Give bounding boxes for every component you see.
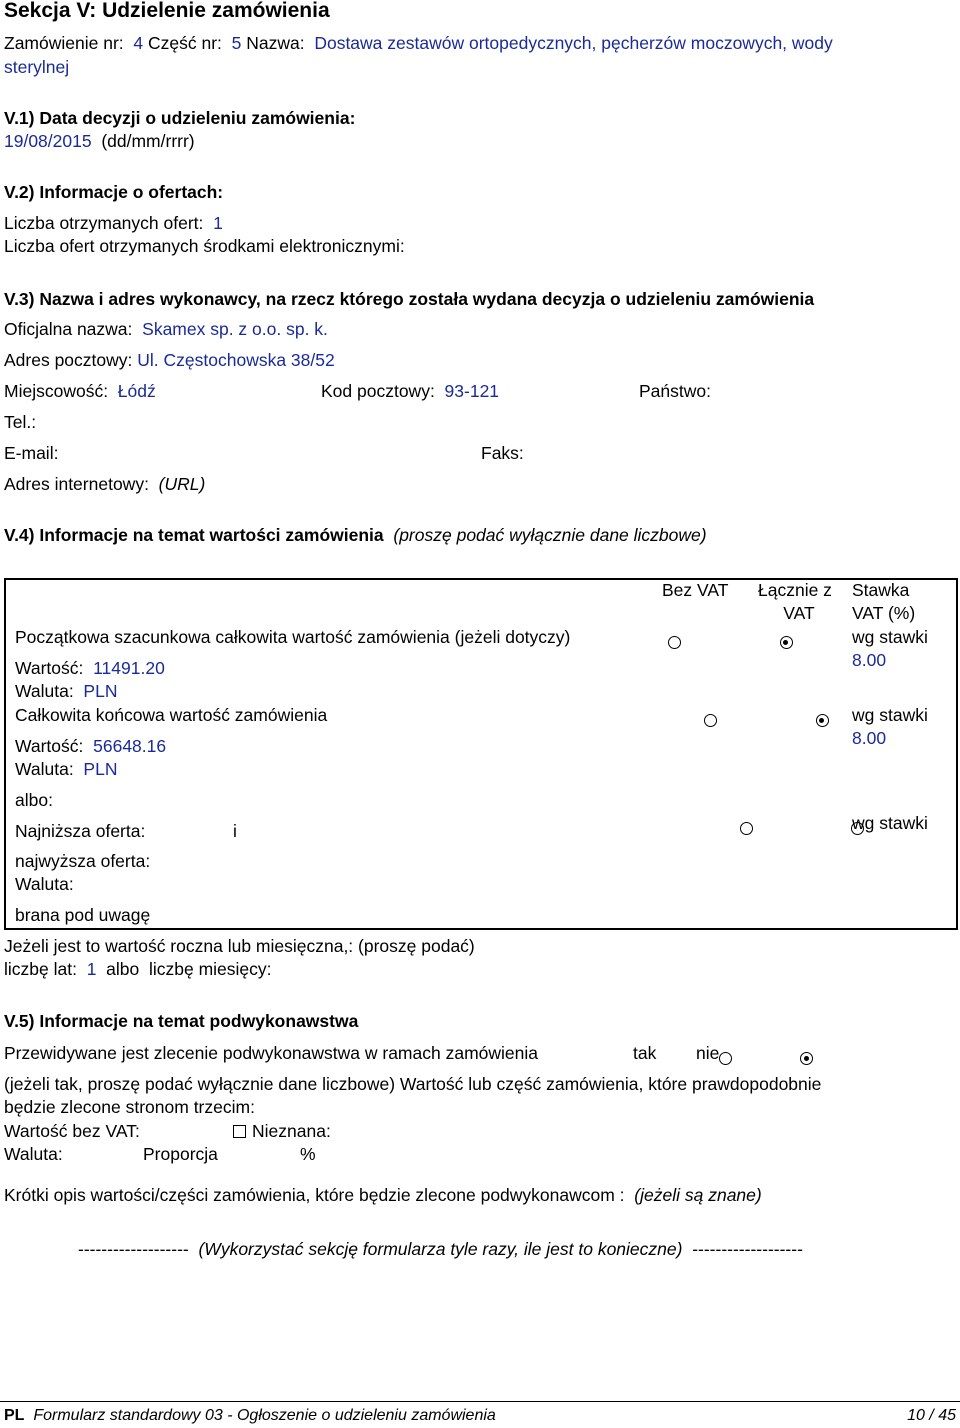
order-name: Dostawa zestawów ortopedycznych, pęcherzów moczowych, wody [314,33,833,53]
subcontract-yes-radio[interactable] [719,1052,732,1065]
row3-radio-bez-vat[interactable] [740,822,753,835]
postcode: 93-121 [444,381,500,401]
years: 1 [86,959,97,979]
city-line: Miejscowość: Łódź [4,381,156,401]
row2-radio-bez-vat[interactable] [704,714,717,727]
subcontract-desc: Krótki opis wartości/części zamówienia, które będzie zlecone podwykonawcom : (jeżeli są znane) [4,1185,762,1205]
postcode-line: Kod pocztowy: 93-121 [321,381,500,401]
row2-label: Całkowita końcowa wartość zamówienia [15,705,328,725]
row1-radio-bez-vat[interactable] [668,636,681,649]
subcontract-no-radio[interactable] [800,1052,813,1065]
address-line: Adres pocztowy: Ul. Częstochowska 38/52 [4,350,335,370]
footer-lang: PL [4,1407,25,1424]
city: Łódź [117,381,156,401]
offers-count: 1 [213,213,223,233]
v1-title: V.1) Data decyzji o udzieleniu zamówienia: [4,108,356,128]
footer-divider [0,1401,960,1402]
part-number: 5 [231,33,242,53]
decision-date: 19/08/2015 [4,131,92,151]
annual-note: Jeżeli jest to wartość roczna lub miesięczna,: (proszę podać) [4,936,475,956]
row1-currency: PLN [83,681,118,701]
proportion-label: Proporcja [143,1144,218,1164]
v2-title: V.2) Informacje o ofertach: [4,182,224,202]
offers-count-line: Liczba otrzymanych ofert: 1 [4,213,223,233]
row1-label: Początkowa szacunkowa całkowita wartość zamówienia (jeżeli dotyczy) [15,627,571,647]
footer-form: Formularz standardowy 03 - Ogłoszenie o udzieleniu zamówienia [33,1407,496,1424]
section-title: Sekcja V: Udzielenie zamówienia [4,0,330,22]
duration-line: liczbę lat: 1 albo liczbę miesięcy: [4,959,272,979]
row1-value: 11491.20 [93,658,165,678]
row2-value: 56648.16 [93,736,167,756]
v4-title: V.4) Informacje na temat wartości zamówienia [4,525,384,545]
col-bez-vat: Bez VAT [662,580,729,600]
unknown-checkbox[interactable] [233,1125,246,1138]
col-lacznie: Łącznie z [758,580,832,600]
v5-title: V.5) Informacje na temat podwykonawstwa [4,1011,359,1031]
highest-offer-label: najwyższa oferta: [15,851,151,871]
albo-label: albo: [15,790,53,810]
subcontract-question: Przewidywane jest zlecenie podwykonawstwa w ramach zamówienia [4,1043,538,1063]
v4-title-line: V.4) Informacje na temat wartości zamówienia (proszę podać wyłącznie dane liczbowe) [4,525,707,545]
fax-label: Faks: [481,443,524,463]
v3-title: V.3) Nazwa i adres wykonawcy, na rzecz którego została wydana decyzja o udzieleniu zamówienia [4,289,815,309]
footer-page: 10 / 45 [907,1407,956,1424]
www-line: Adres internetowy: (URL) [4,474,206,494]
value-no-vat-label: Wartość bez VAT: [4,1121,140,1141]
official-name: Skamex sp. z o.o. sp. k. [142,319,328,339]
lowest-offer-label: Najniższa oferta: [15,821,146,841]
decision-date-line: 19/08/2015 (dd/mm/rrrr) [4,131,195,151]
email-label: E-mail: [4,443,59,463]
row2-rate: 8.00 [852,728,887,748]
order-name-cont: sterylnej [4,57,70,77]
footer [4,1405,496,1427]
official-name-line: Oficjalna nazwa: Skamex sp. z o.o. sp. k. [4,319,328,339]
row1-radio-lacznie[interactable] [780,636,793,649]
row2-radio-lacznie[interactable] [816,714,829,727]
row2-currency: PLN [83,759,118,779]
electronic-offers-label: Liczba ofert otrzymanych środkami elektronicznymi: [4,236,405,256]
order-line: Zamówienie nr: 4 Część nr: 5 Nazwa: Dostawa zestawów ortopedycznych, pęcherzów moczowych, wody [4,33,833,53]
subcontract-note: (jeżeli tak, proszę podać wyłącznie dane liczbowe) Wartość lub część zamówienia, które prawdopodobnie [4,1074,822,1094]
tel-label: Tel.: [4,412,37,432]
order-number: 4 [133,33,144,53]
country-label: Państwo: [639,381,711,401]
col-stawka: Stawka [852,580,910,600]
row1-rate: 8.00 [852,650,887,670]
address: Ul. Częstochowska 38/52 [137,350,335,370]
repeat-note: ------------------- (Wykorzystać sekcję formularza tyle razy, ile jest to konieczne) ------------------- [78,1239,803,1259]
